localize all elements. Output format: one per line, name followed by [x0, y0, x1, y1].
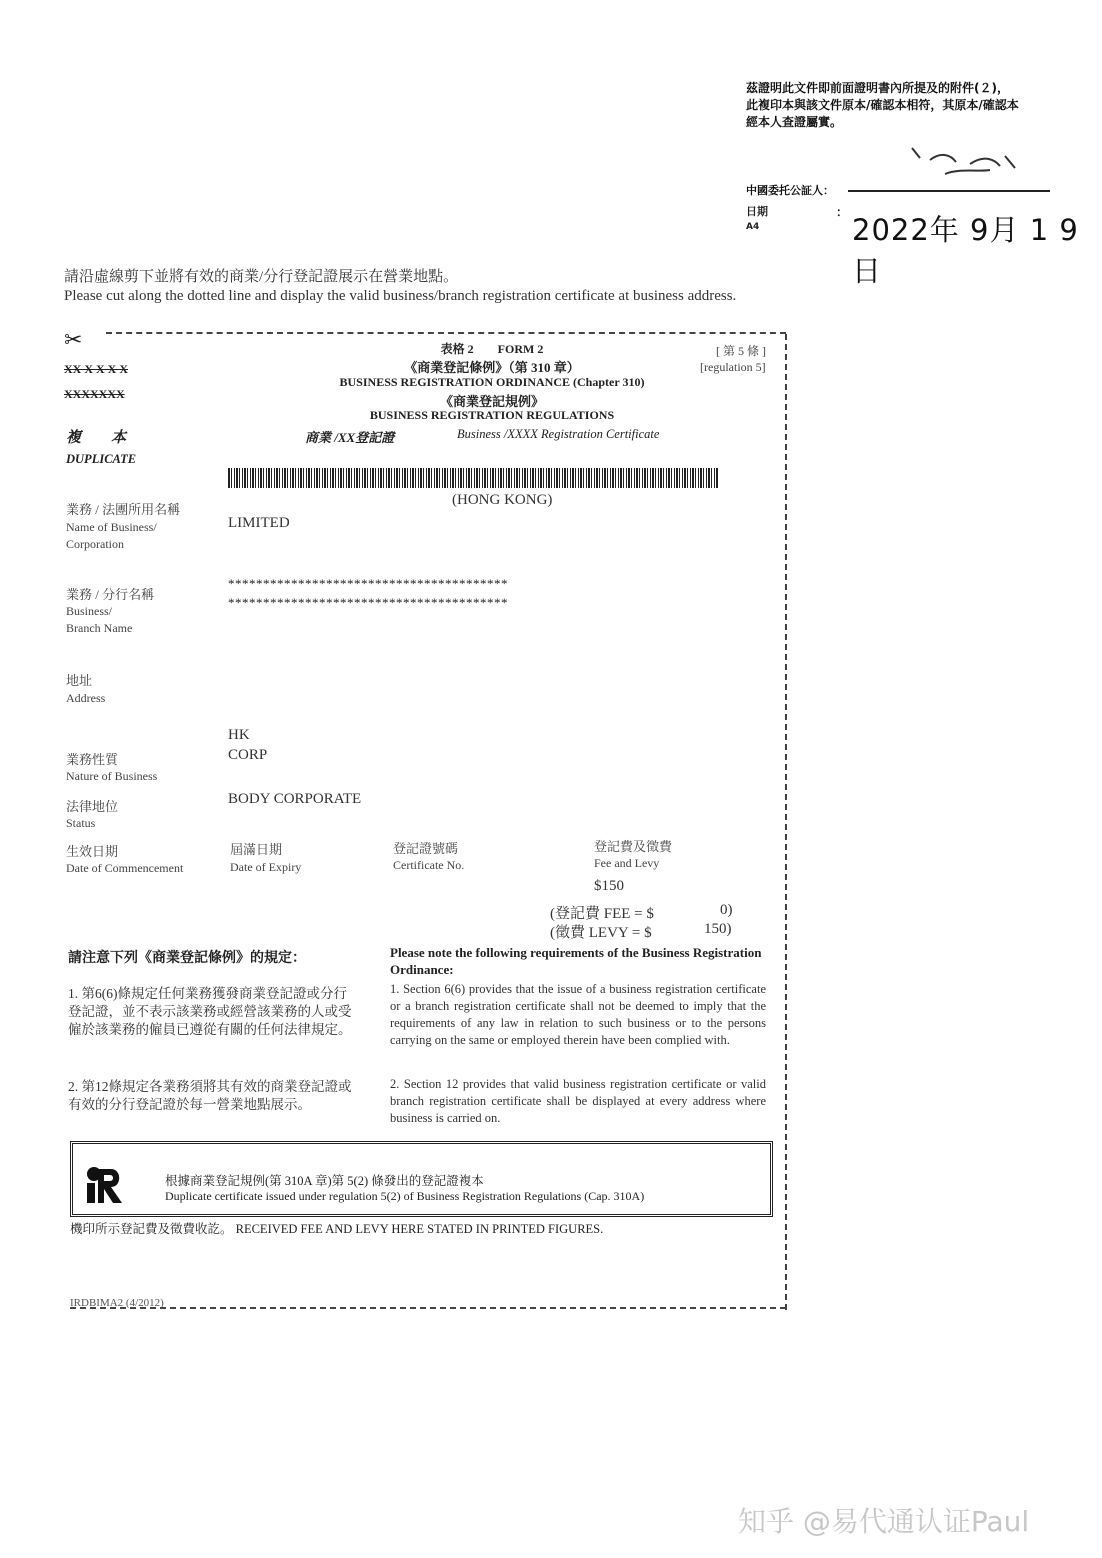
- status-label-cn: 法律地位: [66, 799, 119, 814]
- branch-name-2: ****************************************: [228, 595, 508, 610]
- address-label-en: Address: [66, 691, 106, 705]
- crossed-text-1: XX X X X X: [64, 362, 128, 376]
- page-size-label: A4: [746, 222, 760, 232]
- regulations-en: BUSINESS REGISTRATION REGULATIONS: [369, 408, 615, 422]
- branch-label-cn: 業務 / 分行名稱: [66, 587, 155, 602]
- cut-line-top: [106, 332, 786, 334]
- notes-title-cn: 請注意下列《商業登記條例》的規定：: [68, 951, 306, 966]
- regulation-ref-cn: [ 第 5 條 ]: [716, 344, 766, 358]
- notes-title-en: Please note the following requirements of the Business Registration Ordinance:: [390, 945, 762, 977]
- name-label-cn: 業務 / 法團所用名稱: [66, 502, 181, 517]
- form-number: 表格 2 FORM 2: [440, 342, 544, 356]
- branch-label-en-1: Business/: [66, 604, 113, 618]
- note-en-1: 1. Section 6(6) provides that the issue of a business registration certificate or a branch registration certificate shall not be deemed to imply that the requirements of any law in relation to such business or to the persons carrying on the same or employed therein have been complied with.: [390, 982, 766, 1047]
- note-en-2: 2. Section 12 provides that valid business registration certificate or valid branch registration certificate shall be displayed at every address where business is carried on.: [390, 1077, 766, 1125]
- name-label-en-1: Name of Business/: [66, 520, 157, 534]
- fee-amount: 0): [720, 902, 733, 918]
- barcode: [228, 468, 718, 488]
- date-value: 2022年 9月 1 9日: [852, 213, 1079, 288]
- crossed-text-2: XXXXXXX: [64, 387, 125, 401]
- commencement-label-en: Date of Commencement: [66, 861, 184, 875]
- instruction-en: Please cut along the dotted line and display the valid business/branch registration certificate at business address.: [64, 288, 737, 304]
- duplicate-notice-cn: 根據商業登記規例(第 310A 章)第 5(2) 條發出的登記證複本: [165, 1174, 484, 1188]
- fee-line: (登記費 FEE = $: [550, 906, 654, 922]
- duplicate-en: DUPLICATE: [66, 452, 137, 466]
- notary-line-3: 經本人查證屬實。: [746, 115, 843, 129]
- fee-label-cn: 登記費及徵費: [594, 839, 673, 854]
- commencement-label-cn: 生效日期: [66, 844, 119, 859]
- notary-line-2: 此複印本與該文件原本/確認本相符，其原本/確認本: [746, 98, 1019, 112]
- certificate-title-cn: 商業 /XX登記證: [305, 430, 395, 445]
- notary-line-1: 茲證明此文件即前面證明書內所提及的附件(２)，: [746, 81, 1009, 95]
- branch-label-en-2: Branch Name: [66, 621, 133, 635]
- levy-amount: 150): [704, 921, 732, 937]
- cert-no-label-cn: 登記證號碼: [393, 841, 459, 856]
- scissors-icon: ✂: [64, 328, 83, 353]
- expiry-label-en: Date of Expiry: [230, 860, 302, 874]
- fee-label-en: Fee and Levy: [594, 856, 660, 870]
- ordinance-cn: 《商業登記條例》（第 310 章）: [404, 360, 580, 375]
- status-value: BODY CORPORATE: [228, 791, 362, 807]
- duplicate-cn: 複 本: [66, 430, 127, 446]
- cut-line-right: [785, 334, 787, 1310]
- fee-total: $150: [594, 878, 624, 894]
- branch-name-1: ****************************************: [228, 576, 508, 591]
- watermark: 知乎 @易代通认证Paul: [738, 1505, 1030, 1538]
- instruction-cn: 請沿虛線剪下並將有效的商業/分行登記證展示在營業地點。: [64, 269, 459, 285]
- nature-value: CORP: [228, 747, 268, 763]
- name-label-en-2: Corporation: [66, 537, 124, 551]
- received-statement: 機印所示登記費及徵費收訖。 RECEIVED FEE AND LEVY HERE STATED IN PRINTED FIGURES.: [70, 1222, 604, 1236]
- form-code: IRDBIMA2 (4/2012): [70, 1297, 164, 1309]
- notary-signer-label: 中國委托公証人：: [746, 184, 834, 197]
- notary-signature-icon: [890, 140, 1040, 180]
- notary-statement: [746, 80, 1086, 131]
- duplicate-notice-en: Duplicate certificate issued under regulation 5(2) of Business Registration Regulations (Cap. 310A): [165, 1189, 645, 1203]
- regulation-ref-en: [regulation 5]: [700, 360, 766, 374]
- status-label-en: Status: [66, 816, 96, 830]
- expiry-label-cn: 屆滿日期: [230, 842, 283, 857]
- nature-label-en: Nature of Business: [66, 769, 158, 783]
- business-name-1: (HONG KONG): [452, 492, 553, 508]
- address-label-cn: 地址: [66, 673, 93, 688]
- note-cn-2: 2. 第12條規定各業務須將其有效的商業登記證或有效的分行登記證於每一營業地點展示。: [68, 1079, 352, 1112]
- business-name-2: LIMITED: [228, 515, 290, 531]
- date-label: 日期: [746, 205, 768, 218]
- ordinance-en: BUSINESS REGISTRATION ORDINANCE (Chapter 310): [339, 375, 645, 389]
- levy-line: (徵費 LEVY = $: [550, 925, 652, 941]
- address-value: HK: [228, 727, 250, 743]
- cut-line-bottom: [70, 1307, 786, 1309]
- cert-no-label-en: Certificate No.: [393, 858, 465, 872]
- note-cn-1: 1. 第6(6)條規定任何業務獲發商業登記證或分行登記證，並不表示該業務或經營該業務的人或受僱於該業務的僱員已遵從有關的任何法律規定。: [68, 986, 352, 1037]
- ird-logo-icon: [84, 1165, 124, 1205]
- regulations-cn: 《商業登記規例》: [439, 394, 544, 409]
- nature-label-cn: 業務性質: [66, 752, 119, 767]
- signature-line: [848, 190, 1050, 192]
- certificate-title-en: Business /XXXX Registration Certificate: [457, 427, 660, 441]
- date-colon: ：: [836, 205, 849, 219]
